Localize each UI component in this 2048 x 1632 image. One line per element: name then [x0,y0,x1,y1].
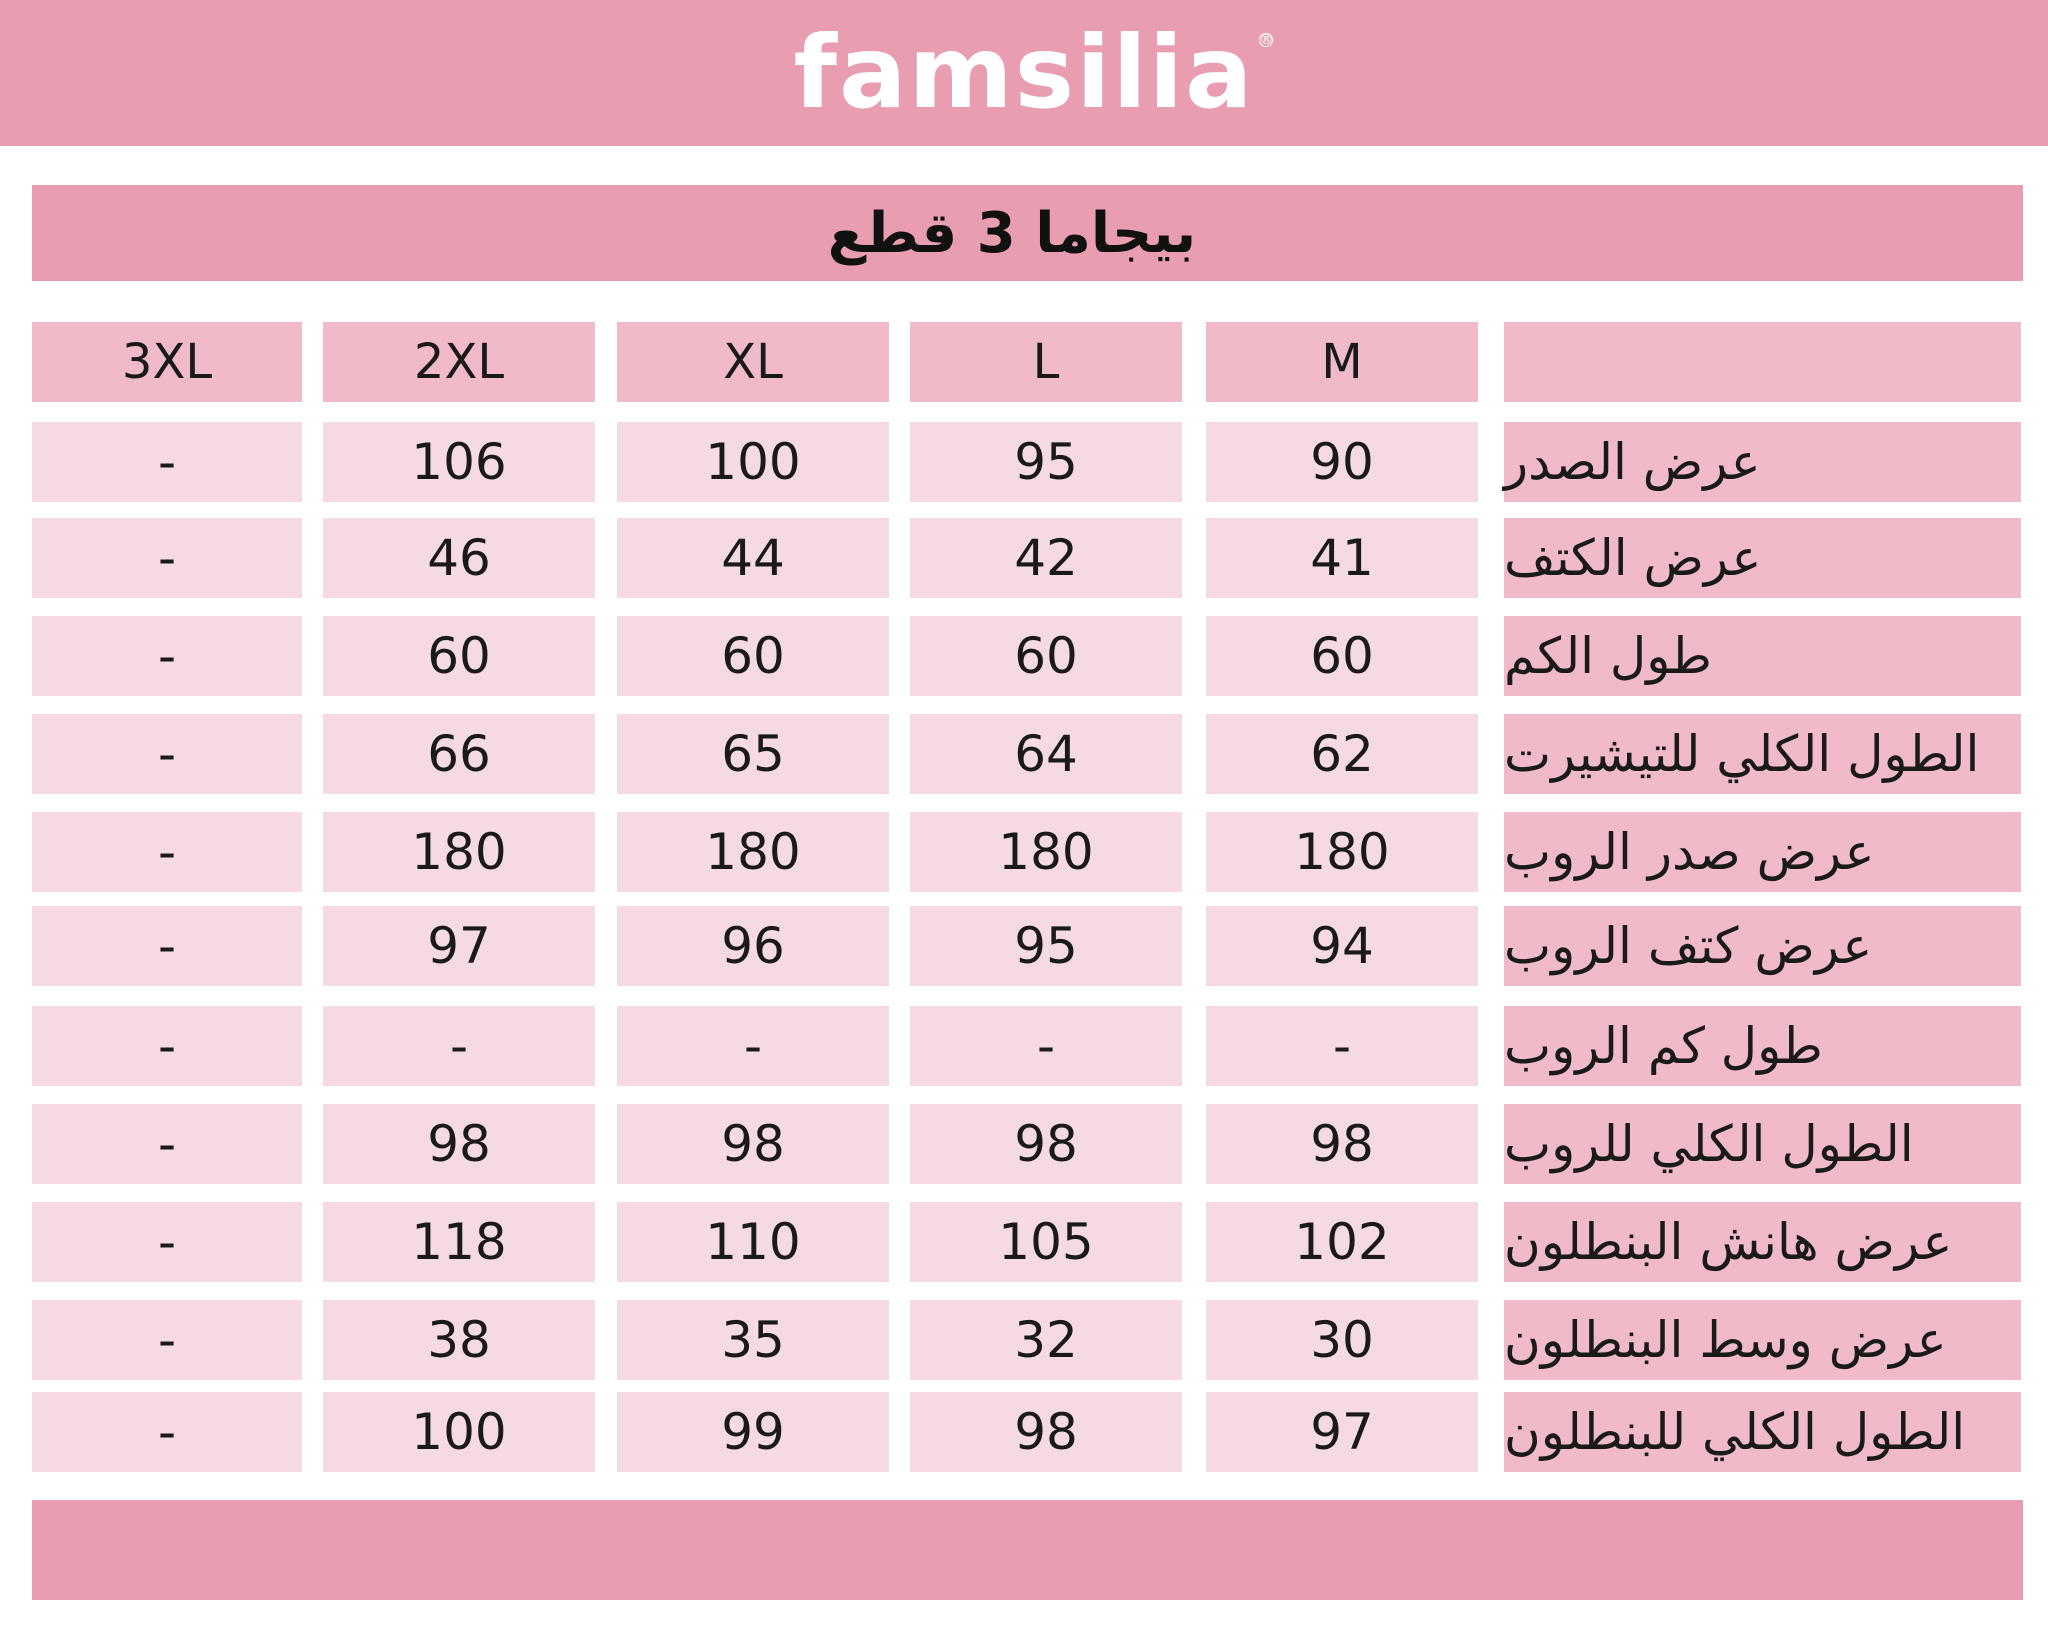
value-cell: 60 [323,616,595,696]
value-cell: 98 [323,1104,595,1184]
value-cell: 180 [1206,812,1478,892]
row-label: طول كم الروب [1504,1006,2021,1086]
row-label: طول الكم [1504,616,2021,696]
size-header-m: M [1206,322,1478,402]
value-cell: 90 [1206,422,1478,502]
value-cell: 118 [323,1202,595,1282]
value-cell: 106 [323,422,595,502]
row-label: الطول الكلي للبنطلون [1504,1392,2021,1472]
value-cell: 99 [617,1392,889,1472]
value-cell: - [617,1006,889,1086]
value-cell: 100 [617,422,889,502]
value-cell: 44 [617,518,889,598]
value-cell: 96 [617,906,889,986]
row-label: الطول الكلي للروب [1504,1104,2021,1184]
row-label: عرض وسط البنطلون [1504,1300,2021,1380]
value-cell: 95 [910,422,1182,502]
value-cell: - [32,616,302,696]
footer-band [32,1500,2023,1600]
value-cell: - [32,1202,302,1282]
value-cell: - [32,1006,302,1086]
value-cell: 60 [910,616,1182,696]
value-cell: 65 [617,714,889,794]
value-cell: - [910,1006,1182,1086]
value-cell: - [1206,1006,1478,1086]
value-cell: - [32,1300,302,1380]
value-cell: - [32,422,302,502]
value-cell: 60 [617,616,889,696]
value-cell: 41 [1206,518,1478,598]
value-cell: 98 [617,1104,889,1184]
value-cell: 98 [910,1104,1182,1184]
value-cell: 38 [323,1300,595,1380]
value-cell: 180 [910,812,1182,892]
value-cell: 66 [323,714,595,794]
value-cell: 100 [323,1392,595,1472]
row-label: الطول الكلي للتيشيرت [1504,714,2021,794]
value-cell: 42 [910,518,1182,598]
value-cell: 46 [323,518,595,598]
value-cell: 105 [910,1202,1182,1282]
page-title: بيجاما 3 قطع [827,200,1197,266]
value-cell: - [32,714,302,794]
value-cell: 180 [617,812,889,892]
size-header-3xl: 3XL [32,322,302,402]
title-band [32,185,2023,281]
value-cell: 98 [910,1392,1182,1472]
logo-text: famsilia [793,14,1255,131]
famsilia-logo [793,14,1276,131]
value-cell: 64 [910,714,1182,794]
brand-header [0,0,2048,146]
row-label: عرض الكتف [1504,518,2021,598]
value-cell: 35 [617,1300,889,1380]
value-cell: 102 [1206,1202,1478,1282]
value-cell: - [323,1006,595,1086]
value-cell: 32 [910,1300,1182,1380]
registered-mark-icon: ® [1259,32,1276,48]
value-cell: - [32,1392,302,1472]
size-header-2xl: 2XL [323,322,595,402]
value-cell: 94 [1206,906,1478,986]
size-header-xl: XL [617,322,889,402]
value-cell: 62 [1206,714,1478,794]
value-cell: 110 [617,1202,889,1282]
value-cell: 95 [910,906,1182,986]
value-cell: 60 [1206,616,1478,696]
value-cell: - [32,906,302,986]
label-header-empty [1504,322,2021,402]
value-cell: 180 [323,812,595,892]
value-cell: - [32,812,302,892]
value-cell: - [32,518,302,598]
size-header-l: L [910,322,1182,402]
row-label: عرض الصدر [1504,422,2021,502]
value-cell: 98 [1206,1104,1478,1184]
row-label: عرض صدر الروب [1504,812,2021,892]
row-label: عرض هانش البنطلون [1504,1202,2021,1282]
row-label: عرض كتف الروب [1504,906,2021,986]
value-cell: 97 [323,906,595,986]
value-cell: - [32,1104,302,1184]
value-cell: 97 [1206,1392,1478,1472]
value-cell: 30 [1206,1300,1478,1380]
